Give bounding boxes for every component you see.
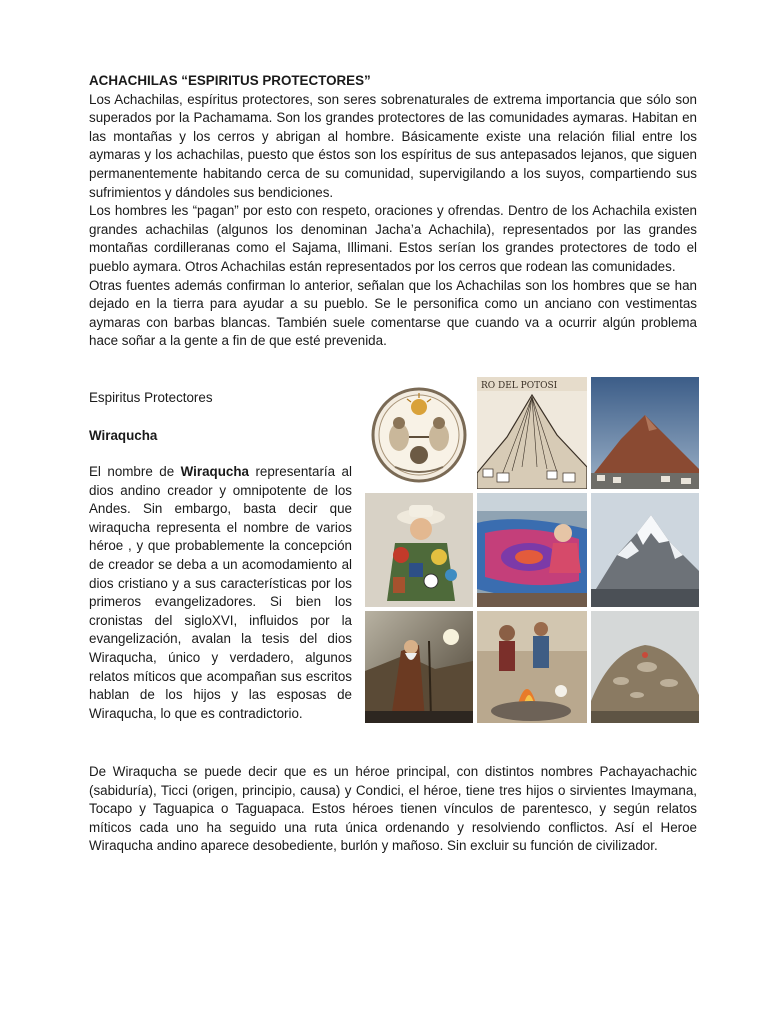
cosmology-drawing — [365, 377, 473, 489]
ekeko-figure-photo — [365, 493, 473, 607]
ekeko-drawing — [365, 493, 473, 607]
andean-cosmology-image — [365, 377, 473, 489]
engraving-caption: RO DEL POTOSI — [481, 380, 558, 391]
snowy-mountain-photo — [591, 493, 699, 607]
potosi-engraving-image — [477, 377, 587, 489]
ritual-offering-drawing — [477, 611, 587, 723]
paragraph-1: Los Achachilas, espíritus protectores, son seres sobrenaturales de extrema importancia que sólo son superados por la Pachamama. Son los grandes protectores de las comunidades aymaras. Habitan en las montañas y los cerros y abrigan al hombre. Básicamente existe una relación filial entre los aymaras y los achachilas, puesto que éstos son los espíritus de sus antepasados lejanos, que siguen permanentemente habitando cerca de su comunidad, supervigilando a los suyos, compartiendo sus sufrimientos y dándoles sus bendiciones. — [89, 91, 697, 200]
wiraqucha-paragraph — [89, 463, 352, 723]
subheading-wiraqucha: Wiraqucha — [89, 427, 158, 443]
ritual-offering-photo — [477, 611, 587, 723]
aymara-textile-photo — [477, 493, 587, 607]
wiraqucha-section — [89, 377, 697, 747]
sacred-hill-drawing — [591, 611, 699, 723]
wiraqucha-text-rest: representaría al dios andino creador y omnipotente de los Andes. Sin embargo, basta decir que wiraqucha representa el nombre de varios héroe , y que probablemente la concepción de creador se deba a un acomodamiento al dios cristiano y a sus características por los primeros evangelizadores. Si bien los cronistas del sigloXVI, influidos por la evangelización, avalan la tesis del dios Wiraqucha, único y verdadero, algunos relatos míticos que acompañan sus escritos hablan de los hijos y las esposas de Wiraqucha, lo que es contradictorio. — [89, 464, 352, 721]
section-label: Espiritus Protectores — [89, 389, 213, 405]
potosi-drawing — [477, 377, 587, 489]
paragraph-3: Otras fuentes además confirman lo anterior, señalan que los Achachilas son los hombres que se han dejado en la tierra para ayudar a su pueblo. Se le personifica como un anciano con vestimentas aymaras con barbas blancas. También suele comentarse que cuando va a ocurrir algún problema hace soñar a la gente a fin de que esté prevenida. — [89, 277, 697, 349]
wiraqucha-text-start: El nombre de — [89, 464, 181, 480]
cerro-rico-photo — [591, 377, 699, 489]
left-column — [89, 389, 352, 724]
cerro-rico-drawing — [591, 377, 699, 489]
paragraph-2: Los hombres les “pagan” por esto con respeto, oraciones y ofrendas. Dentro de los Achachila existen grandes achachilas (algunos los denominan Jacha’a Achachila), representados por las grandes montañas cordilleranas como el Sajama, Illimani. Estos serían los grandes protectores de todo el pueblo aymara. Otros Achachilas están representados por los cerros que rodean las comunidades. — [89, 203, 697, 274]
document-page — [89, 72, 697, 856]
wiraqucha-bold-term: Wiraqucha — [180, 464, 249, 480]
closing-paragraph: De Wiraqucha se puede decir que es un héroe principal, con distintos nombres Pachayachachic (sabiduría), Ticci (origen, principio, causa) y Condici, el héroe, tiene tres hijos o sirvientes Imaymana, Tocapo y Taguapica o Taguapaca. Estos héroes tienen vínculos de parentesco, y según relatos míticos cada uno ha seguido una ruta única ordenando y resolviendo conflictos. Así el Heroe Wiraqucha andino aparece desobediente, burlón y mañoso. Sin excluir su función de civilizador. — [89, 763, 697, 854]
image-collage — [365, 377, 699, 721]
snowy-mountain-drawing — [591, 493, 699, 607]
elder-painting-drawing — [365, 611, 473, 723]
document-title: ACHACHILAS “ESPIRITUS PROTECTORES” — [89, 73, 371, 88]
textile-drawing — [477, 493, 587, 607]
sacred-hill-photo — [591, 611, 699, 723]
achachila-elder-painting — [365, 611, 473, 723]
